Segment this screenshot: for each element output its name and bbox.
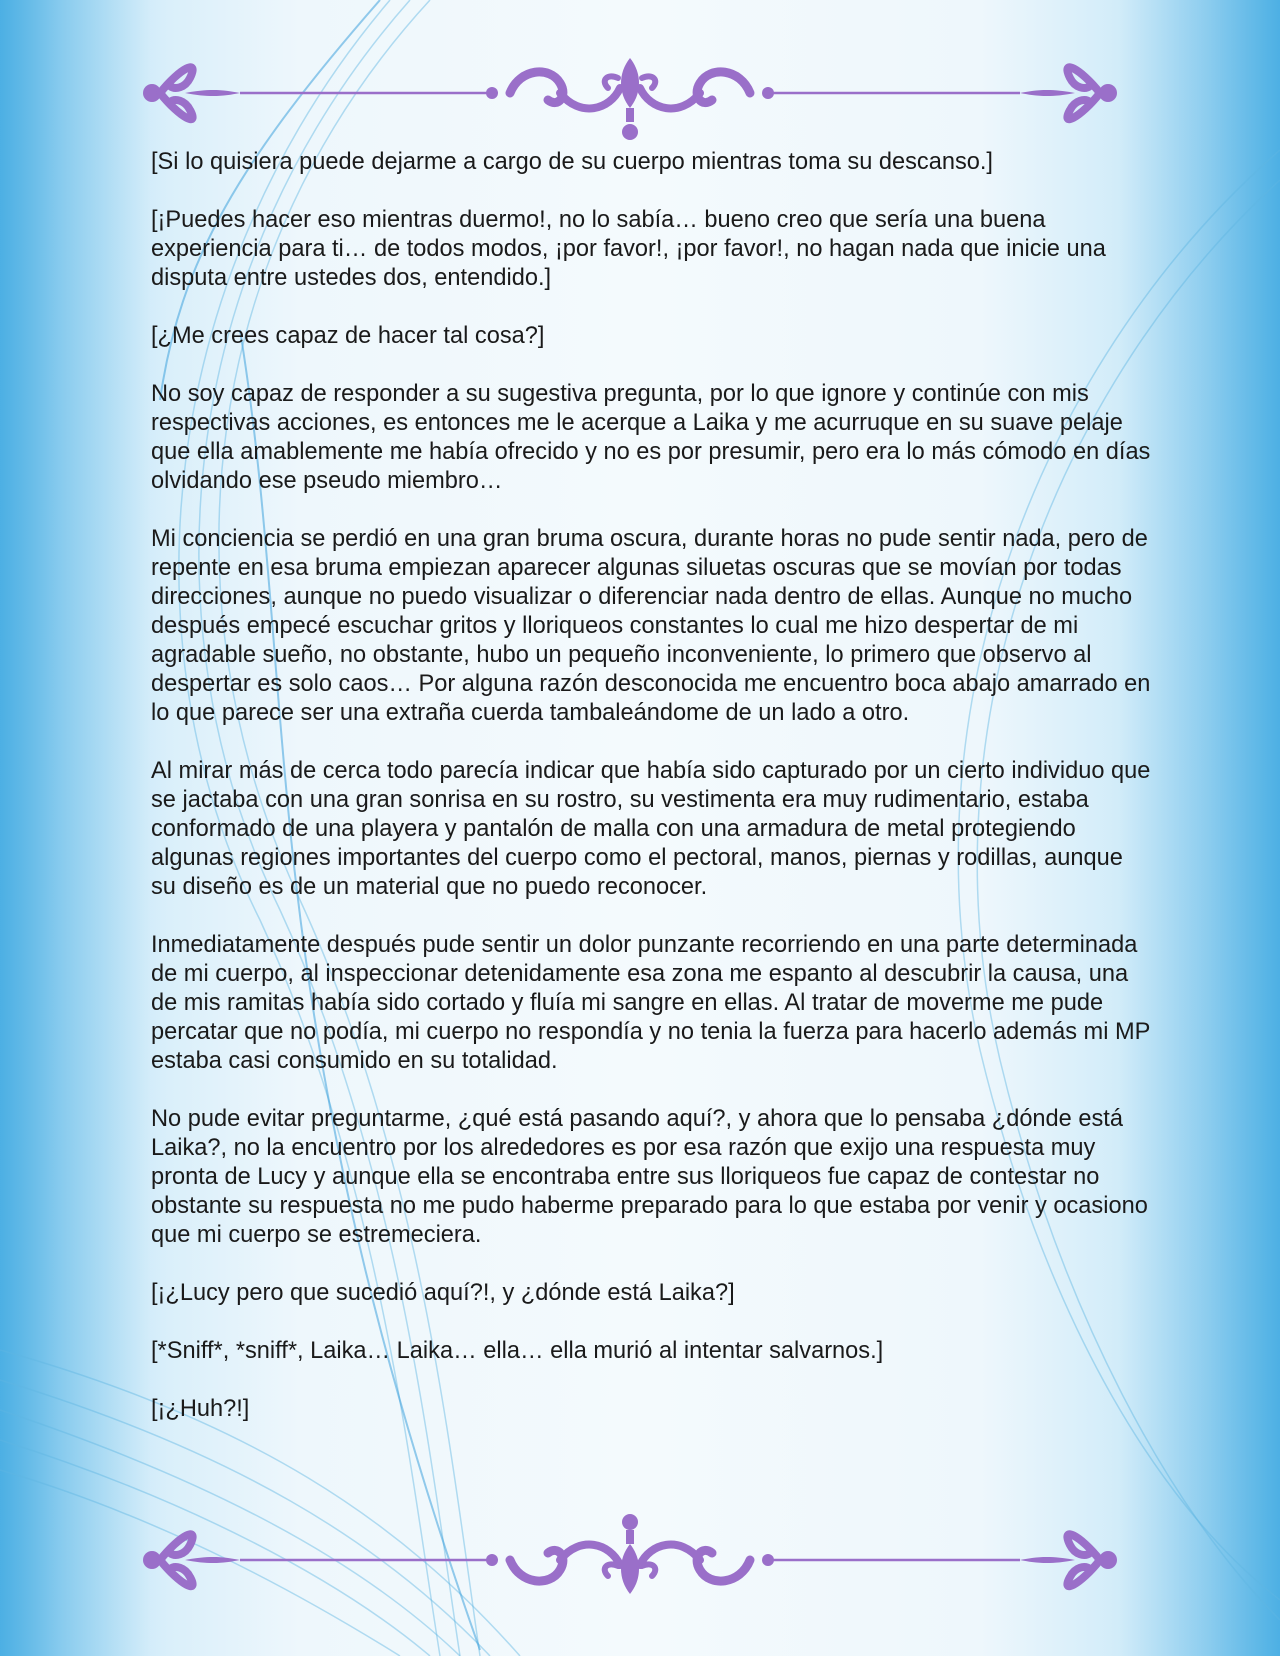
paragraph: Mi conciencia se perdió en una gran bruma oscura, durante horas no pude sentir nada, pero de repente en esa bruma empiezan aparecer algunas siluetas oscuras que se movían por todas direcciones, aunque no puedo visualizar o diferenciar nada dentro de ellas. Aunque no mucho después empecé escuchar gritos y lloriqueos constantes lo cual me hizo despertar de mi agradable sueño, no obstante, hubo un pequeño inconveniente, lo primero que observo al despertar es solo caos… Por alguna razón desconocida me encuentro boca abajo amarrado en lo que parece ser una extraña cuerda tambaleándome de un lado a otro. [151, 526, 1151, 726]
paragraph: [¡Puedes hacer eso mientras duermo!, no lo sabía… bueno creo que sería una buena experiencia para ti… de todos modos, ¡por favor!, ¡por favor!, no hagan nada que inicie una disputa entre ustedes dos, entendido.] [151, 207, 1106, 291]
document-body [151, 148, 1151, 1453]
paragraph: [*Sniff*, *sniff*, Laika… Laika… ella… ella murió al intentar salvarnos.] [151, 1338, 884, 1364]
paragraph: No soy capaz de responder a su sugestiva pregunta, por lo que ignore y continúe con mis respectivas acciones, es entonces me le acerque a Laika y me acurruque en su suave pelaje que ella amablemente me había ofrecido y no es por presumir, pero era lo más cómodo en días olvidando ese pseudo miembro… [151, 381, 1151, 494]
paragraph: [¡¿Lucy pero que sucedió aquí?!, y ¿dónde está Laika?] [151, 1280, 735, 1306]
paragraph: No pude evitar preguntarme, ¿qué está pasando aquí?, y ahora que lo pensaba ¿dónde está Laika?, no la encuentro por los alrededores es por esa razón que exijo una respuesta muy pronta de Lucy y aunque ella se encontraba entre sus lloriqueos fue capaz de contestar no obstante su respuesta no me pudo haberme preparado para lo que estaba por venir y ocasiono que mi cuerpo se estremeciera. [151, 1106, 1148, 1248]
paragraph: [¡¿Huh?!] [151, 1396, 250, 1422]
paragraph: [¿Me crees capaz de hacer tal cosa?] [151, 323, 545, 349]
paragraph: Al mirar más de cerca todo parecía indicar que había sido capturado por un cierto individuo que se jactaba con una gran sonrisa en su rostro, su vestimenta era muy rudimentario, estaba conformado de una playera y pantalón de malla con una armadura de metal protegiendo algunas regiones importantes del cuerpo como el pectoral, manos, piernas y rodillas, aunque su diseño es de un material que no puedo reconocer. [151, 758, 1151, 900]
paragraph: [Si lo quisiera puede dejarme a cargo de su cuerpo mientras toma su descanso.] [151, 149, 993, 175]
paragraph: Inmediatamente después pude sentir un dolor punzante recorriendo en una parte determinada de mi cuerpo, al inspeccionar detenidamente esa zona me espanto al descubrir la causa, una de mis ramitas había sido cortado y fluía mi sangre en ellas. Al tratar de moverme me pude percatar que no podía, mi cuerpo no respondía y no tenia la fuerza para hacerlo además mi MP estaba casi consumido en su totalidad. [151, 932, 1150, 1074]
top-flourish-divider-icon [130, 48, 1130, 148]
bottom-flourish-divider-icon [130, 1508, 1130, 1608]
